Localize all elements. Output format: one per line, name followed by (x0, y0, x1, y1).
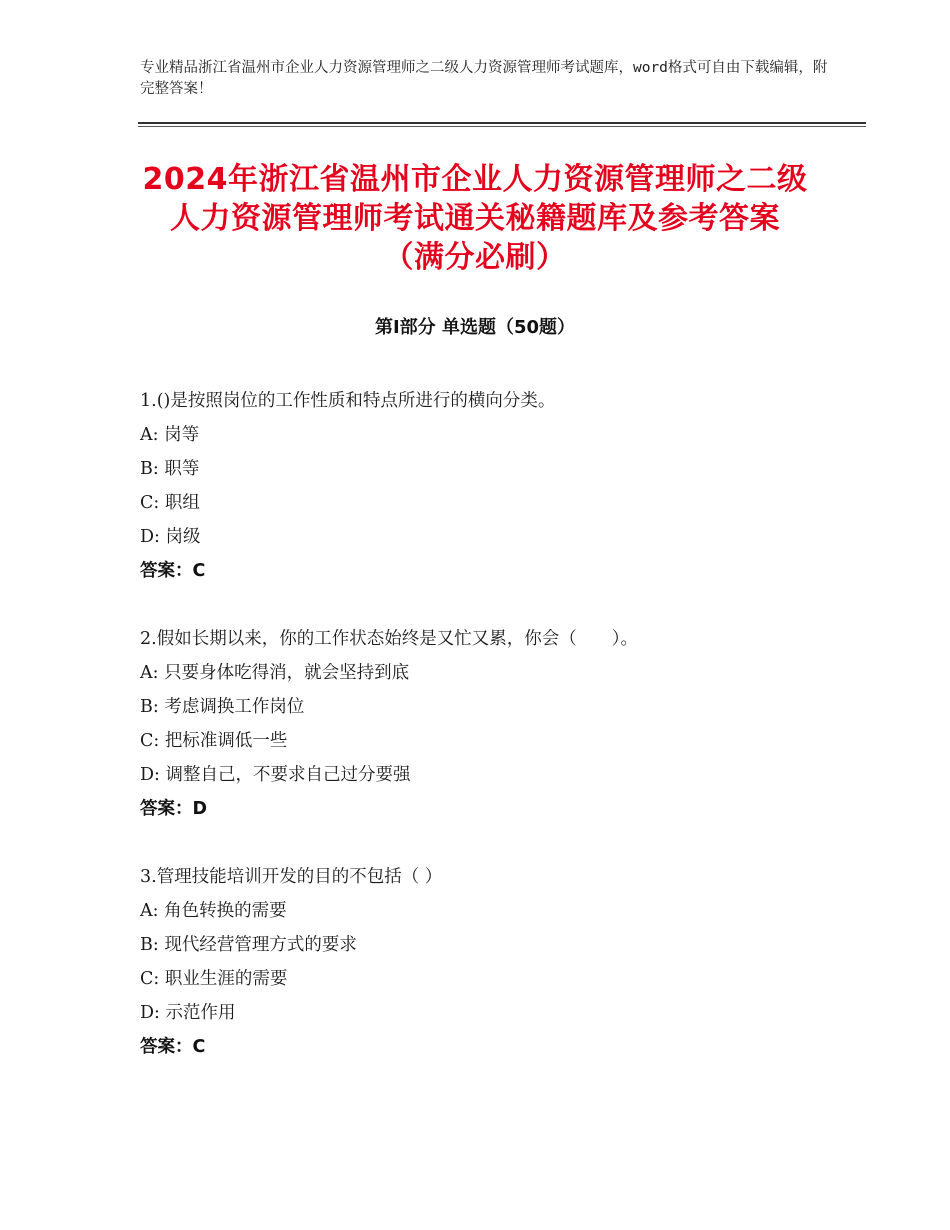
answer-label: 答案：C (140, 1037, 206, 1057)
header-note: 专业精品浙江省温州市企业人力资源管理师之二级人力资源管理师考试题库，word格式可自由下载编辑，附完整答案！ (140, 60, 828, 97)
question-stem: 1.()是按照岗位的工作性质和特点所进行的横向分类。 (140, 391, 556, 411)
option-c: C: 职业生涯的需要 (140, 969, 288, 989)
option-d: D: 岗级 (140, 527, 201, 547)
option-d: D: 示范作用 (140, 1003, 236, 1023)
option-a: A: 只要身体吃得消，就会坚持到底 (140, 663, 410, 683)
question-stem: 3.管理技能培训开发的目的不包括（ ） (140, 867, 443, 887)
option-b: B: 考虑调换工作岗位 (140, 697, 305, 717)
option-b: B: 职等 (140, 459, 200, 479)
header-divider-thin (138, 126, 866, 127)
option-c: C: 职组 (140, 493, 200, 513)
document-title: 2024年浙江省温州市企业人力资源管理师之二级人力资源管理师考试通关秘籍题库及参考答案（满分必刷） (142, 162, 808, 275)
option-d: D: 调整自己，不要求自己过分要强 (140, 765, 411, 785)
option-a: A: 岗等 (140, 425, 200, 445)
option-c: C: 把标准调低一些 (140, 731, 288, 751)
question-list (140, 384, 830, 1098)
question-item-3 (140, 860, 830, 1064)
option-a: A: 角色转换的需要 (140, 901, 287, 921)
question-item-1 (140, 384, 830, 588)
option-b: B: 现代经营管理方式的要求 (140, 935, 357, 955)
answer-label: 答案：D (140, 799, 208, 819)
header-divider-thick (138, 122, 866, 124)
question-item-2 (140, 622, 830, 826)
question-stem: 2.假如长期以来，你的工作状态始终是又忙又累，你会（ ）。 (140, 629, 638, 649)
section-heading: 第Ⅰ部分 单选题（50题） (374, 317, 575, 338)
answer-label: 答案：C (140, 561, 206, 581)
